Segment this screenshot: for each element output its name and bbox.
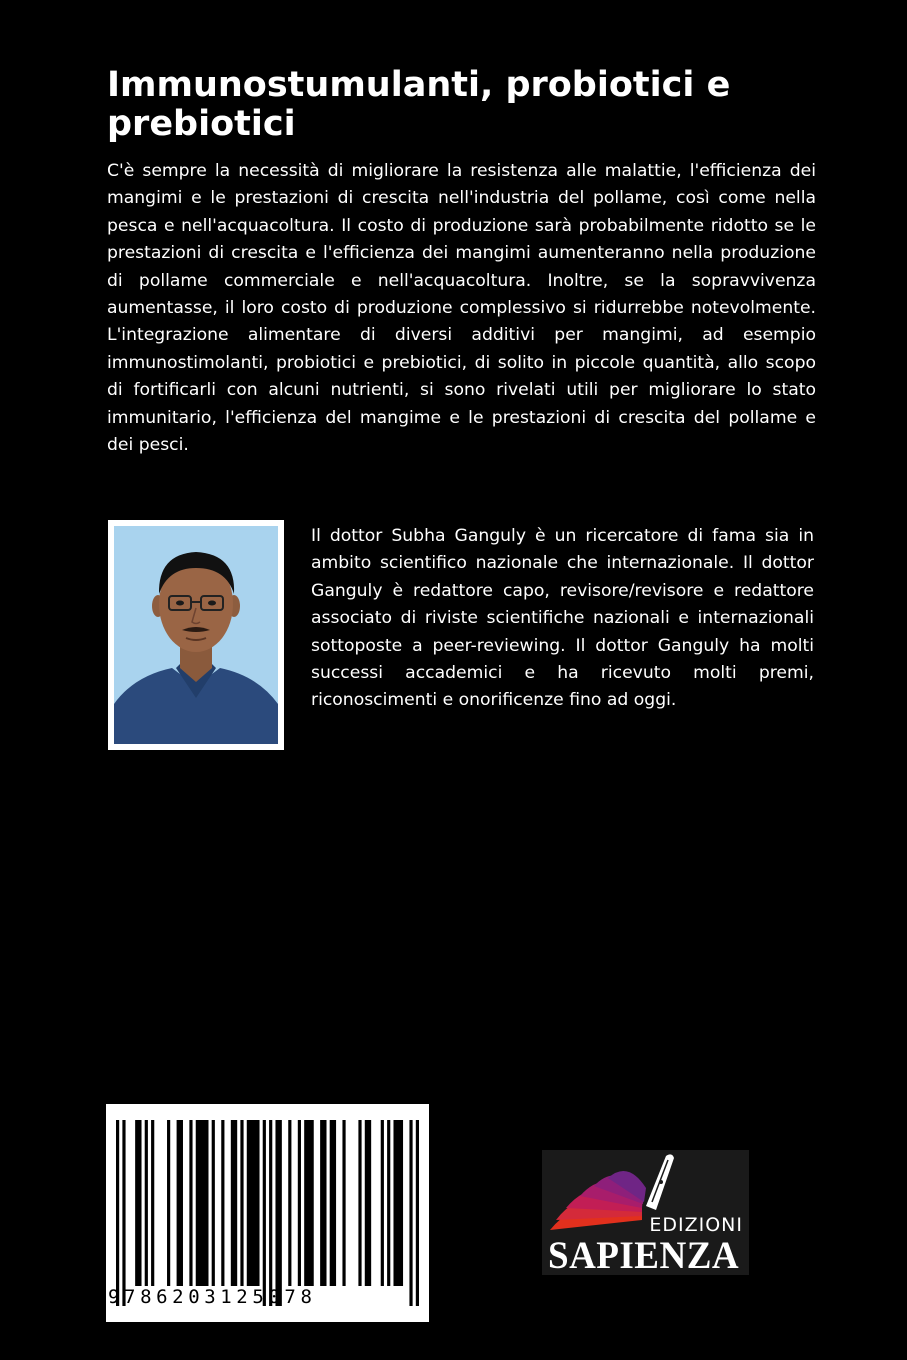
barcode-bar <box>231 1120 237 1286</box>
barcode-bar <box>342 1120 345 1286</box>
barcode-bar <box>381 1120 384 1286</box>
barcode-bar <box>151 1120 154 1286</box>
isbn-digits: 9786203125078 <box>108 1286 317 1308</box>
barcode-bar <box>196 1120 209 1286</box>
barcode-bar <box>212 1120 215 1286</box>
barcode-bar <box>135 1120 141 1286</box>
barcode-bar <box>221 1120 224 1286</box>
barcode-bar <box>358 1120 361 1286</box>
barcode-bar <box>304 1120 314 1286</box>
author-photo <box>108 520 284 750</box>
barcode-bar <box>177 1120 183 1286</box>
publisher-name-line1: EDIZIONI <box>649 1214 743 1236</box>
barcode-bar <box>387 1120 390 1286</box>
barcode-bar <box>269 1120 272 1306</box>
barcode-bar <box>288 1120 291 1286</box>
author-bio: Il dottor Subha Ganguly è un ricercatore di fama sia in ambito scientifico nazionale che internazionale. Il dottor Ganguly è redattore capo, revisore/revisore e redattore associato di riviste scientifiche nazionali e internazionali sottoposte a peer-reviewing. Il dottor Ganguly ha molti successi accademici e ha ricevuto molti premi, riconoscimenti e onorificenze fino ad oggi. <box>311 526 814 711</box>
barcode-bar <box>122 1120 125 1306</box>
barcode-bar <box>298 1120 301 1286</box>
barcode-bar <box>189 1120 192 1286</box>
publisher-name-line2: SAPIENZA <box>548 1234 740 1277</box>
book-title: Immunostumulanti, probiotici e prebiotici <box>107 65 731 144</box>
barcode-bar <box>416 1120 419 1306</box>
barcode-bar <box>145 1120 148 1286</box>
barcode-bar <box>247 1120 260 1286</box>
barcode-bar <box>116 1120 119 1306</box>
barcode-bar <box>263 1120 266 1306</box>
author-portrait-image <box>114 526 278 744</box>
publisher-logo <box>542 1150 749 1275</box>
isbn-barcode <box>106 1104 429 1322</box>
barcode-bar <box>167 1120 170 1286</box>
barcode-bar <box>365 1120 371 1286</box>
barcode-bar <box>393 1120 403 1286</box>
barcode-bar <box>240 1120 243 1286</box>
barcode-bar <box>320 1120 326 1286</box>
barcode-bar <box>409 1120 412 1306</box>
barcode-bar <box>330 1120 336 1286</box>
book-blurb: C'è sempre la necessità di migliorare la resistenza alle malattie, l'efficienza dei mangimi e le prestazioni di crescita nell'industria del pollame, così come nella pesca e nell'acquacoltura. Il costo di produzione sarà probabilmente ridotto se le prestazioni di crescita e l'efficienza dei mangimi aumenteranno nella produzione di pollame commerciale e nell'acquacoltura. Inoltre, se la sopravvivenza aumentasse, il loro costo di produzione complessivo si ridurrebbe notevolmente. L'integrazione alimentare di diversi additivi per mangimi, ad esempio immunostimolanti, probiotici e prebiotici, di solito in piccole quantità, allo scopo di fortificarli con alcuni nutrienti, si sono rivelati utili per migliorare lo stato immunitario, l'efficienza del mangime e le prestazioni di crescita del pollame e dei pesci. <box>107 161 816 456</box>
barcode-bar <box>275 1120 281 1306</box>
